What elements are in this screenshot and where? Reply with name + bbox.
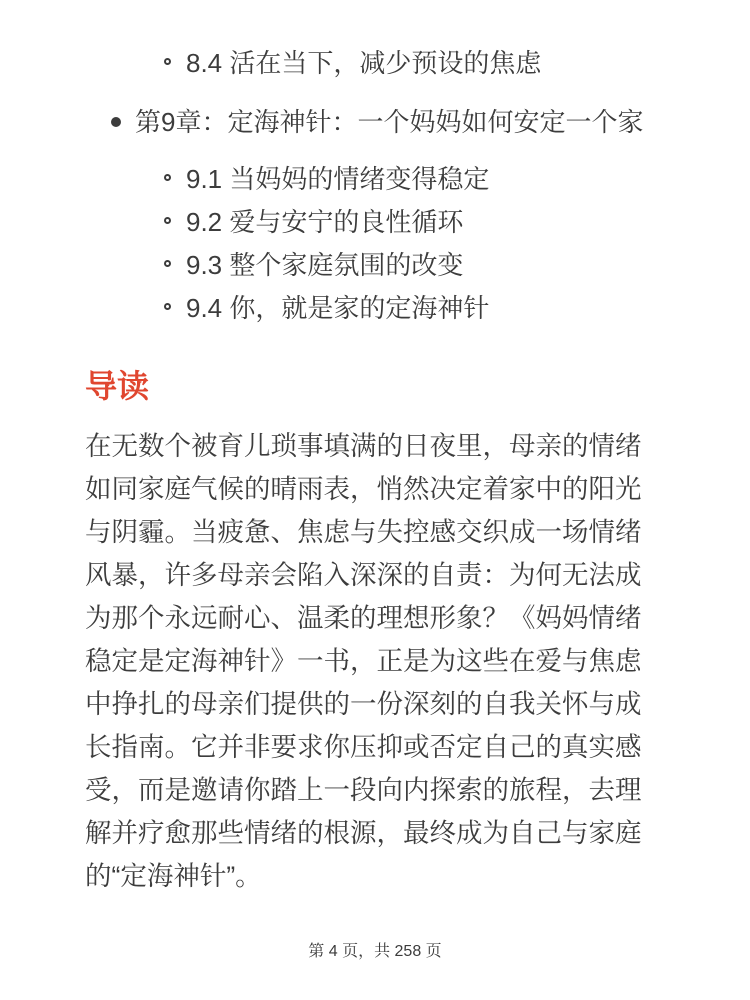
bullet-hollow-icon xyxy=(164,58,171,65)
bullet-hollow-icon xyxy=(164,303,171,310)
bullet-hollow-icon xyxy=(164,217,171,224)
toc-item-9-2 xyxy=(0,207,750,237)
toc-item-label: 9.3 整个家庭氛围的改变 xyxy=(186,250,464,280)
bullet-filled-icon xyxy=(111,117,121,127)
toc-item-label: 9.1 当妈妈的情绪变得稳定 xyxy=(186,164,490,194)
toc-list xyxy=(0,0,750,323)
toc-item-chapter-9 xyxy=(0,107,750,137)
toc-item-9-1 xyxy=(0,164,750,194)
page-number-footer: 第 4 页，共 258 页 xyxy=(308,943,442,960)
toc-item-label: 9.2 爱与安宁的良性循环 xyxy=(186,207,464,237)
intro-paragraph: 在无数个被育儿琐事填满的日夜里，母亲的情绪如同家庭气候的晴雨表，悄然决定着家中的阳光与阴霾。当疲惫、焦虑与失控感交织成一场情绪风暴，许多母亲会陷入深深的自责：为何无法成为那个永远耐心、温柔的理想形象？《妈妈情绪稳定是定海神针》一书，正是为这些在爱与焦虑中挣扎的母亲们提供的一份深刻的自我关怀与成长指南。它并非要求你压抑或否定自己的真实感受，而是邀请你踏上一段向内探索的旅程，去理解并疗愈那些情绪的根源，最终成为自己与家庭的“定海神针”。 xyxy=(85,431,642,891)
toc-item-label: 第9章：定海神针：一个妈妈如何安定一个家 xyxy=(135,107,644,137)
toc-item-label: 9.4 你，就是家的定海神针 xyxy=(186,293,490,323)
intro-section-heading: 导读 xyxy=(85,368,150,404)
toc-item-9-3 xyxy=(0,250,750,280)
bullet-hollow-icon xyxy=(164,260,171,267)
toc-item-label: 8.4 活在当下，减少预设的焦虑 xyxy=(186,48,542,78)
bullet-hollow-icon xyxy=(164,174,171,181)
toc-item-8-4 xyxy=(0,48,750,78)
toc-item-9-4 xyxy=(0,293,750,323)
